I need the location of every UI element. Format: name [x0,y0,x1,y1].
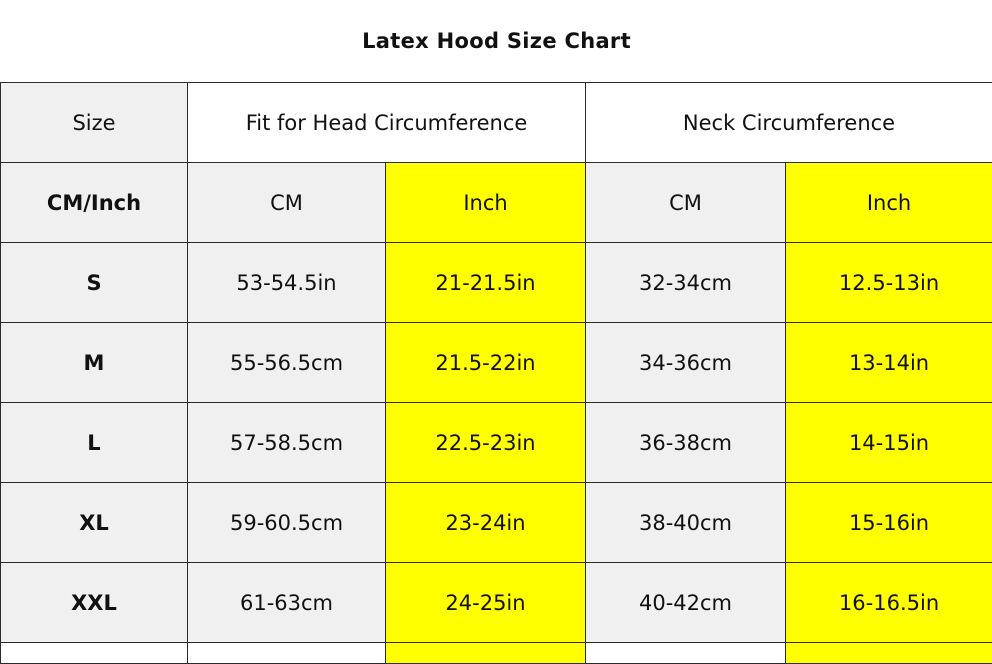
row-size-label: S [1,243,188,323]
row-head-cm: 59-60.5cm [188,483,386,563]
row-head-inch: 24-25in [386,563,586,643]
bottom-cell-neck-cm [586,643,786,664]
table-bottom-strip [1,643,992,664]
row-head-inch: 21-21.5in [386,243,586,323]
row-neck-cm: 38-40cm [586,483,786,563]
row-neck-inch: 14-15in [786,403,992,483]
subheader-head-inch: Inch [386,163,586,243]
bottom-cell-size [1,643,188,664]
table-row [1,243,992,323]
row-head-cm: 53-54.5in [188,243,386,323]
row-head-cm: 61-63cm [188,563,386,643]
row-neck-inch: 12.5-13in [786,243,992,323]
table-row [1,403,992,483]
row-neck-inch: 15-16in [786,483,992,563]
row-head-inch: 21.5-22in [386,323,586,403]
header-neck-circumference: Neck Circumference [586,83,992,163]
row-size-label: XL [1,483,188,563]
subheader-cm-inch: CM/Inch [1,163,188,243]
header-size: Size [1,83,188,163]
row-neck-cm: 40-42cm [586,563,786,643]
row-head-cm: 55-56.5cm [188,323,386,403]
title-row [1,0,992,83]
row-size-label: XXL [1,563,188,643]
bottom-cell-neck-inch [786,643,992,664]
row-head-inch: 23-24in [386,483,586,563]
bottom-cell-head-inch [386,643,586,664]
row-size-label: L [1,403,188,483]
table-row [1,323,992,403]
row-size-label: M [1,323,188,403]
row-neck-cm: 34-36cm [586,323,786,403]
table-row [1,563,992,643]
chart-title: Latex Hood Size Chart [1,0,992,83]
row-neck-inch: 13-14in [786,323,992,403]
row-neck-cm: 32-34cm [586,243,786,323]
bottom-cell-head-cm [188,643,386,664]
subheader-neck-cm: CM [586,163,786,243]
subheader-neck-inch: Inch [786,163,992,243]
row-neck-cm: 36-38cm [586,403,786,483]
row-neck-inch: 16-16.5in [786,563,992,643]
row-head-cm: 57-58.5cm [188,403,386,483]
unit-header-row [1,163,992,243]
table-row [1,483,992,563]
subheader-head-cm: CM [188,163,386,243]
header-head-circumference: Fit for Head Circumference [188,83,586,163]
row-head-inch: 22.5-23in [386,403,586,483]
group-header-row [1,83,992,163]
